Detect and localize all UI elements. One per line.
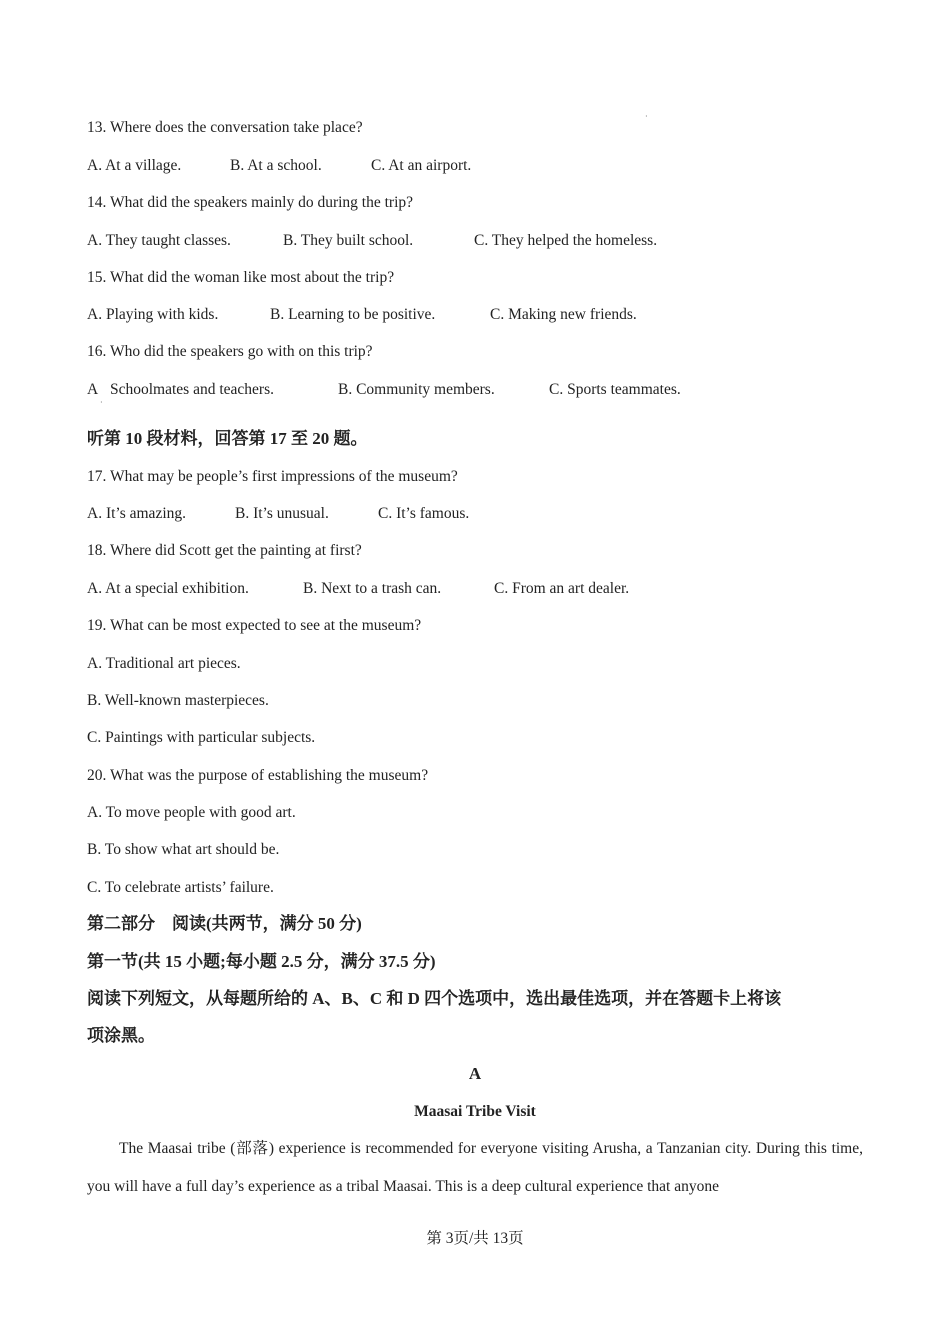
option-17a: A. It’s amazing. <box>87 505 187 522</box>
scan-dot: · <box>645 112 648 121</box>
option-13c: C. At an airport. <box>371 157 472 174</box>
question-17: 17. What may be people’s first impressions of the museum? <box>87 468 458 485</box>
option-20c: C. To celebrate artists’ failure. <box>87 879 274 896</box>
passage-title: Maasai Tribe Visit <box>414 1103 536 1120</box>
question-13: 13. Where does the conversation take place? <box>87 119 363 136</box>
question-18: 18. Where did Scott get the painting at first? <box>87 542 362 559</box>
instruction-line-1: 阅读下列短文，从每题所给的 A、B、C 和 D 四个选项中，选出最佳选项，并在答题卡上将该 <box>87 989 782 1008</box>
question-15: 15. What did the woman like most about the trip? <box>87 269 395 286</box>
option-15a: A. Playing with kids. <box>87 306 219 323</box>
option-13b: B. At a school. <box>230 157 322 174</box>
option-19b: B. Well-known masterpieces. <box>87 692 269 709</box>
option-17b: B. It’s unusual. <box>235 505 329 522</box>
option-18c: C. From an art dealer. <box>494 580 630 597</box>
option-15b: B. Learning to be positive. <box>270 306 436 323</box>
option-13a: A. At a village. <box>87 157 182 174</box>
instruction-line-2: 项涂黑。 <box>87 1026 155 1045</box>
option-18b: B. Next to a trash can. <box>303 580 442 597</box>
option-14b: B. They built school. <box>283 232 414 249</box>
option-14c: C. They helped the homeless. <box>474 232 658 249</box>
scan-dot: · <box>100 398 103 407</box>
option-19a: A. Traditional art pieces. <box>87 655 241 672</box>
option-18a: A. At a special exhibition. <box>87 580 249 597</box>
section-10-heading: 听第 10 段材料，回答第 17 至 20 题。 <box>87 429 368 448</box>
option-17c: C. It’s famous. <box>378 505 470 522</box>
option-19c: C. Paintings with particular subjects. <box>87 729 316 746</box>
part-two-heading: 第二部分 阅读(共两节，满分 50 分) <box>87 914 362 933</box>
passage-text: The Maasai tribe (部落) experience is recommended for everyone visiting Arusha, a Tanzanian city. During this time, you will have a full day’s experience as a tribal Maasai. This is a deep cultural experience that anyone <box>87 1140 863 1195</box>
option-20a: A. To move people with good art. <box>87 804 296 821</box>
section-one-heading: 第一节(共 15 小题;每小题 2.5 分，满分 37.5 分) <box>87 952 436 971</box>
option-16a-letter: A <box>87 381 99 398</box>
option-16a: Schoolmates and teachers. <box>110 381 274 398</box>
question-16: 16. Who did the speakers go with on this trip? <box>87 343 373 360</box>
option-20b: B. To show what art should be. <box>87 841 280 858</box>
passage-letter: A <box>468 1064 482 1083</box>
option-16b: B. Community members. <box>338 381 495 398</box>
question-14: 14. What did the speakers mainly do during the trip? <box>87 194 413 211</box>
page-footer: 第 3页/共 13页 <box>426 1230 524 1247</box>
option-15c: C. Making new friends. <box>490 306 637 323</box>
question-19: 19. What can be most expected to see at the museum? <box>87 617 422 634</box>
option-14a: A. They taught classes. <box>87 232 231 249</box>
question-20: 20. What was the purpose of establishing the museum? <box>87 767 429 784</box>
option-16c: C. Sports teammates. <box>549 381 681 398</box>
